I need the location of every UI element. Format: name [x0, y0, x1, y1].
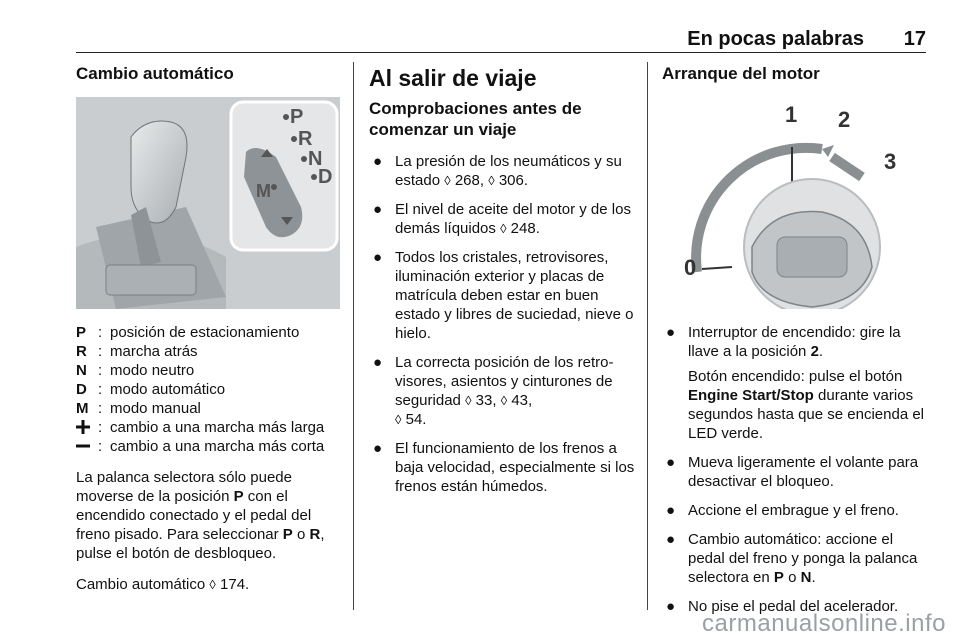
- start-steps: [662, 323, 930, 361]
- selector-paragraph: [76, 468, 340, 563]
- para-text: , pulse el botón de desbloqueo.: [76, 526, 325, 562]
- bullet-icon: ●: [373, 249, 383, 266]
- legend-symbol: R: [76, 343, 87, 360]
- page-ref-link[interactable]: 33,: [475, 392, 501, 409]
- subsection-heading: Comprobaciones antes de comenzar un viaje: [369, 99, 582, 139]
- legend-symbol: M: [76, 400, 89, 417]
- page-header: [76, 28, 926, 50]
- page-number: 17: [903, 28, 926, 50]
- minus-icon: [76, 437, 98, 456]
- page-ref-link[interactable]: 43,: [511, 392, 533, 409]
- section-heading: Arranque del motor: [662, 64, 820, 83]
- section-heading: Al salir de viaje: [369, 65, 537, 91]
- item-bold: 2: [810, 343, 819, 360]
- legend-separator: :: [98, 343, 103, 360]
- item-bold: P: [773, 569, 784, 586]
- item-text: La correcta posición de los retro-visores, asientos y cinturones de seguridad: [395, 354, 614, 409]
- legend-separator: :: [98, 381, 103, 398]
- header-title: En pocas palabras: [687, 28, 864, 50]
- list-item: [369, 353, 635, 429]
- list-item: [662, 501, 930, 520]
- list-item: [369, 439, 635, 496]
- note-bold: Engine Start/Stop: [688, 387, 814, 404]
- item-bold: N: [800, 569, 812, 586]
- item-text: Interruptor de encendido: gire la llave a la posición: [688, 324, 901, 360]
- list-item: [662, 530, 930, 587]
- legend-separator: :: [98, 400, 103, 417]
- column-trip-checks: [369, 64, 635, 506]
- para-bold: P: [282, 526, 293, 543]
- position-label-0: 0: [684, 255, 697, 280]
- gear-label-p: P: [290, 106, 304, 128]
- page-ref-link[interactable]: 268,: [454, 172, 489, 189]
- legend-text: cambio a una marcha más corta: [110, 438, 325, 455]
- para-bold: P: [233, 488, 244, 505]
- gear-label-d: D: [318, 166, 333, 188]
- list-item: [662, 323, 930, 361]
- item-text: Todos los cristales, retrovisores, iluminación exterior y placas de matrícula deben estar en buen estado y libres de suciedad, nieve o hielo.: [395, 249, 634, 342]
- item-text: o: [783, 569, 801, 586]
- legend-text: modo automático: [110, 381, 226, 398]
- bullet-icon: ●: [666, 531, 676, 548]
- legend-row: [76, 342, 340, 361]
- gear-selector-figure: [76, 97, 340, 309]
- legend-separator: :: [98, 324, 103, 341]
- page-ref-link[interactable]: 248.: [510, 220, 540, 237]
- para-text: La palanca selectora sólo puede moverse de la posición: [76, 469, 292, 505]
- legend-text: modo neutro: [110, 362, 195, 379]
- bullet-icon: ●: [666, 598, 676, 615]
- bullet-icon: ●: [666, 324, 676, 341]
- legend-text: modo manual: [110, 400, 201, 417]
- note-text: durante varios segundos hasta que se encienda el LED verde.: [688, 387, 925, 442]
- bullet-icon: ●: [373, 354, 383, 371]
- list-item: [369, 152, 635, 190]
- bullet-icon: ●: [373, 201, 383, 218]
- legend-row: [76, 437, 340, 456]
- para-bold: R: [309, 526, 321, 543]
- page-ref-link[interactable]: 54.: [405, 411, 427, 428]
- ignition-figure: [662, 97, 926, 309]
- page-ref-icon: ◊: [209, 577, 216, 592]
- bullet-icon: ●: [666, 454, 676, 471]
- gear-legend: [76, 323, 340, 456]
- position-label-1: 1: [785, 102, 798, 127]
- legend-symbol: D: [76, 381, 87, 398]
- gear-label-m: M: [256, 181, 271, 201]
- legend-row: [76, 361, 340, 380]
- legend-separator: :: [98, 362, 103, 379]
- legend-row: [76, 380, 340, 399]
- start-steps-continued: [662, 453, 930, 616]
- checklist: [369, 152, 635, 496]
- bullet-icon: ●: [373, 440, 383, 457]
- page-ref-icon: ◊: [488, 173, 495, 188]
- legend-symbol: N: [76, 362, 87, 379]
- column-divider-1: [353, 62, 354, 610]
- position-label-2: 2: [838, 107, 851, 132]
- ignition-arc-segment: [832, 157, 862, 177]
- item-text: La presión de los neumáticos y su estado: [395, 153, 622, 189]
- item-text: No pise el pedal del acelerador.: [688, 598, 899, 615]
- bullet-icon: ●: [666, 502, 676, 519]
- legend-text: cambio a una marcha más larga: [110, 419, 325, 436]
- page-ref-icon: ◊: [465, 393, 472, 408]
- bullet-icon: ●: [373, 153, 383, 170]
- item-text: El funcionamiento de los frenos a baja velocidad, especialmente si los frenos están húmedos.: [395, 440, 635, 495]
- start-stop-note: [662, 367, 930, 443]
- page-ref-link[interactable]: 306.: [498, 172, 529, 189]
- list-item: [369, 200, 635, 238]
- legend-separator: :: [98, 438, 103, 455]
- gear-label-r: R: [298, 128, 313, 150]
- para-text: con el encendido conectado y el pedal del freno pisado. Para seleccionar: [76, 488, 312, 543]
- item-text: Cambio automático: accione el pedal del freno y ponga la palanca selectora en: [688, 531, 918, 586]
- gear-selector-illustration: [76, 97, 340, 309]
- legend-separator: :: [98, 419, 103, 436]
- list-item: [662, 453, 930, 491]
- legend-row: [76, 418, 340, 437]
- position-label-3: 3: [884, 149, 897, 174]
- page-ref-icon: ◊: [500, 221, 507, 236]
- reference-paragraph: [76, 575, 340, 594]
- page-ref-link[interactable]: 174.: [220, 576, 250, 593]
- para-text: Cambio automático: [76, 576, 210, 593]
- ignition-illustration: [662, 97, 926, 309]
- column-divider-2: [647, 62, 648, 610]
- legend-row: [76, 399, 340, 418]
- item-text: Mueva ligeramente el volante para desactivar el bloqueo.: [688, 454, 919, 490]
- item-text: .: [818, 343, 824, 360]
- column-automatic-transmission: [76, 64, 340, 594]
- note-text: Botón encendido: pulse el botón: [688, 368, 903, 385]
- header-rule: [76, 52, 926, 53]
- list-item: [369, 248, 635, 343]
- legend-row: [76, 323, 340, 342]
- watermark: carmanualsonline.info: [702, 610, 946, 637]
- page-ref-icon: ◊: [395, 412, 402, 427]
- plus-icon: [76, 418, 98, 437]
- column-engine-start: [662, 64, 930, 626]
- item-text: El nivel de aceite del motor y de los demás líquidos: [395, 201, 631, 237]
- legend-symbol: P: [76, 324, 87, 341]
- page-ref-icon: ◊: [444, 173, 451, 188]
- item-text: .: [811, 569, 816, 586]
- legend-text: posición de estacionamiento: [110, 324, 300, 341]
- legend-text: marcha atrás: [110, 343, 198, 360]
- page-ref-icon: ◊: [500, 393, 508, 408]
- para-text: o: [292, 526, 310, 543]
- section-heading: Cambio automático: [76, 64, 234, 83]
- item-text: Accione el embrague y el freno.: [688, 502, 899, 519]
- gear-label-n: N: [308, 148, 323, 170]
